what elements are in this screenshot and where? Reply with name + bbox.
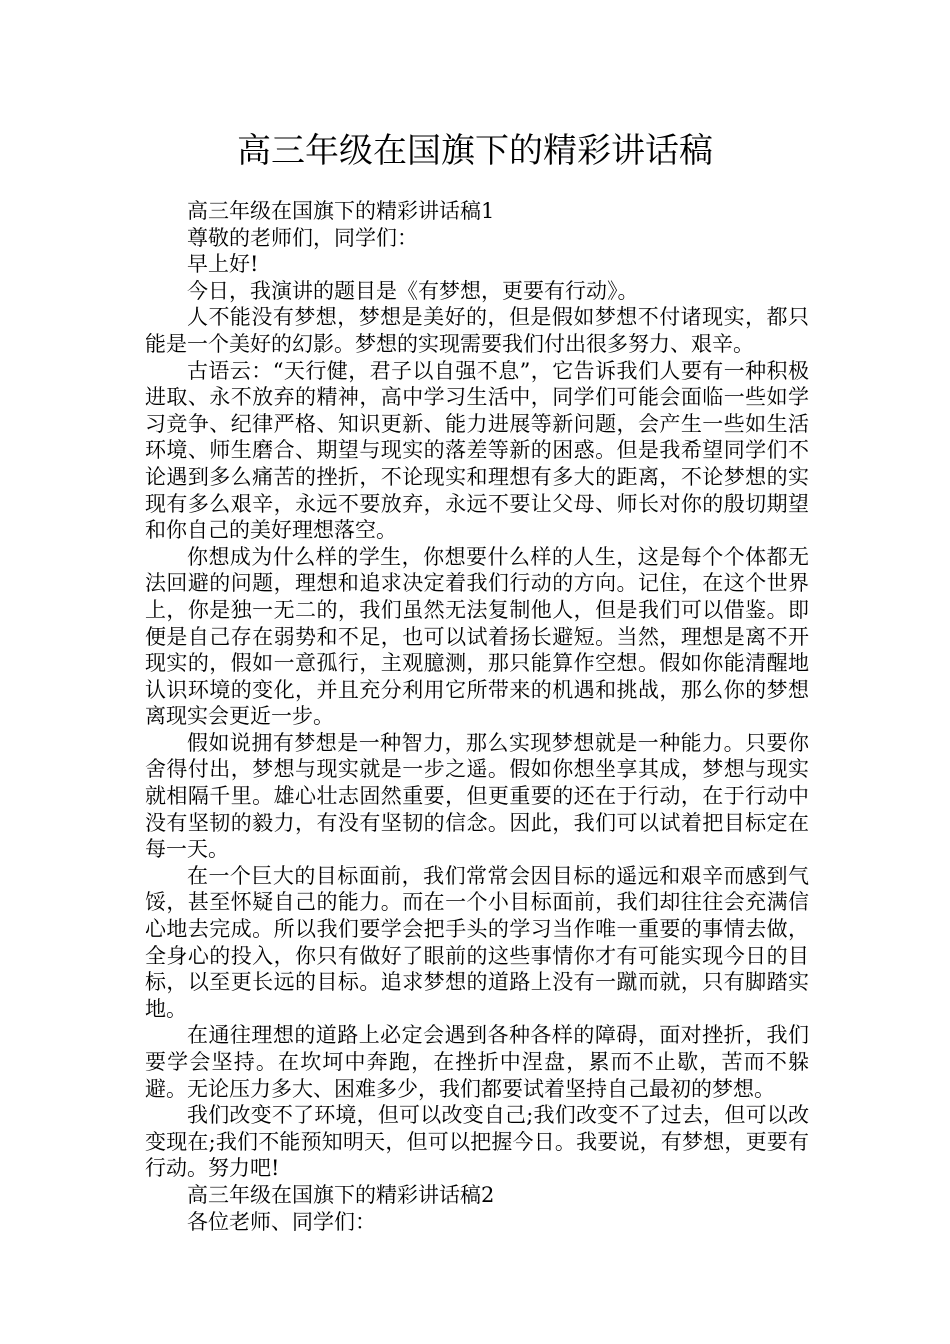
paragraph: 假如说拥有梦想是一种智力，那么实现梦想就是一种能力。只要你舍得付出，梦想与现实就是一步之遥。假如你想坐享其成，梦想与现实就相隔千里。雄心壮志固然重要，但更重要的还在于行动，在于行动中没有坚韧的毅力，有没有坚韧的信念。因此，我们可以试着把目标定在每一天。	[145, 730, 809, 862]
paragraph: 早上好!	[187, 252, 259, 277]
paragraph: 在一个巨大的目标面前，我们常常会因目标的遥远和艰辛而感到气馁，甚至怀疑自己的能力。而在一个小目标面前，我们却往往会充满信心地去完成。所以我们要学会把手头的学习当作唯一重要的事情去做，全身心的投入，你只有做好了眼前的这些事情你才有可能实现今日的目标，以至更长远的目标。追求梦想的道路上没有一蹴而就，只有脚踏实地。	[145, 863, 809, 1021]
paragraph: 高三年级在国旗下的精彩讲话稿1	[187, 199, 495, 223]
paragraph: 在通往理想的道路上必定会遇到各种各样的障碍，面对挫折，我们要学会坚持。在坎坷中奔跑，在挫折中涅盘，累而不止歇，苦而不躲避。无论压力多大、困难多少，我们都要试着坚持自己最初的梦想。	[145, 1023, 809, 1101]
paragraph: 高三年级在国旗下的精彩讲话稿2	[187, 1182, 495, 1207]
paragraph: 你想成为什么样的学生，你想要什么样的人生，这是每个个体都无法回避的问题，理想和追求决定着我们行动的方向。记住，在这个世界上，你是独一无二的，我们虽然无法复制他人，但是我们可以借鉴。即便是自己存在弱势和不足，也可以试着扬长避短。当然，理想是离不开现实的，假如一意孤行，主观臆测，那只能算作空想。假如你能清醒地认识环境的变化，并且充分利用它所带来的机遇和挑战，那么你的梦想离现实会更近一步。	[145, 544, 809, 729]
document-body	[145, 198, 809, 1235]
paragraph: 尊敬的老师们，同学们：	[187, 225, 418, 250]
document-title: 高三年级在国旗下的精彩讲话稿	[237, 131, 713, 171]
paragraph: 古语云：“天行健，君子以自强不息”，它告诉我们人要有一种积极进取、永不放弃的精神，高中学习生活中，同学们可能会面临一些如学习竞争、纪律严格、知识更新、能力进展等新问题，会产生一些如生活环境、师生磨合、期望与现实的落差等新的困惑。但是我希望同学们不论遇到多么痛苦的挫折，不论现实和理想有多大的距离，不论梦想的实现有多么艰辛，永远不要放弃，永远不要让父母、师长对你的殷切期望和你自己的美好理想落空。	[145, 358, 809, 543]
paragraph: 我们改变不了环境，但可以改变自己;我们改变不了过去，但可以改变现在;我们不能预知明天，但可以把握今日。我要说，有梦想，更要有行动。努力吧!	[145, 1103, 809, 1181]
paragraph: 今日，我演讲的题目是《有梦想，更要有行动》。	[187, 278, 639, 303]
paragraph: 各位老师、同学们：	[187, 1209, 376, 1234]
paragraph: 人不能没有梦想，梦想是美好的，但是假如梦想不付诸现实，都只能是一个美好的幻影。梦想的实现需要我们付出很多努力、艰辛。	[145, 305, 809, 356]
